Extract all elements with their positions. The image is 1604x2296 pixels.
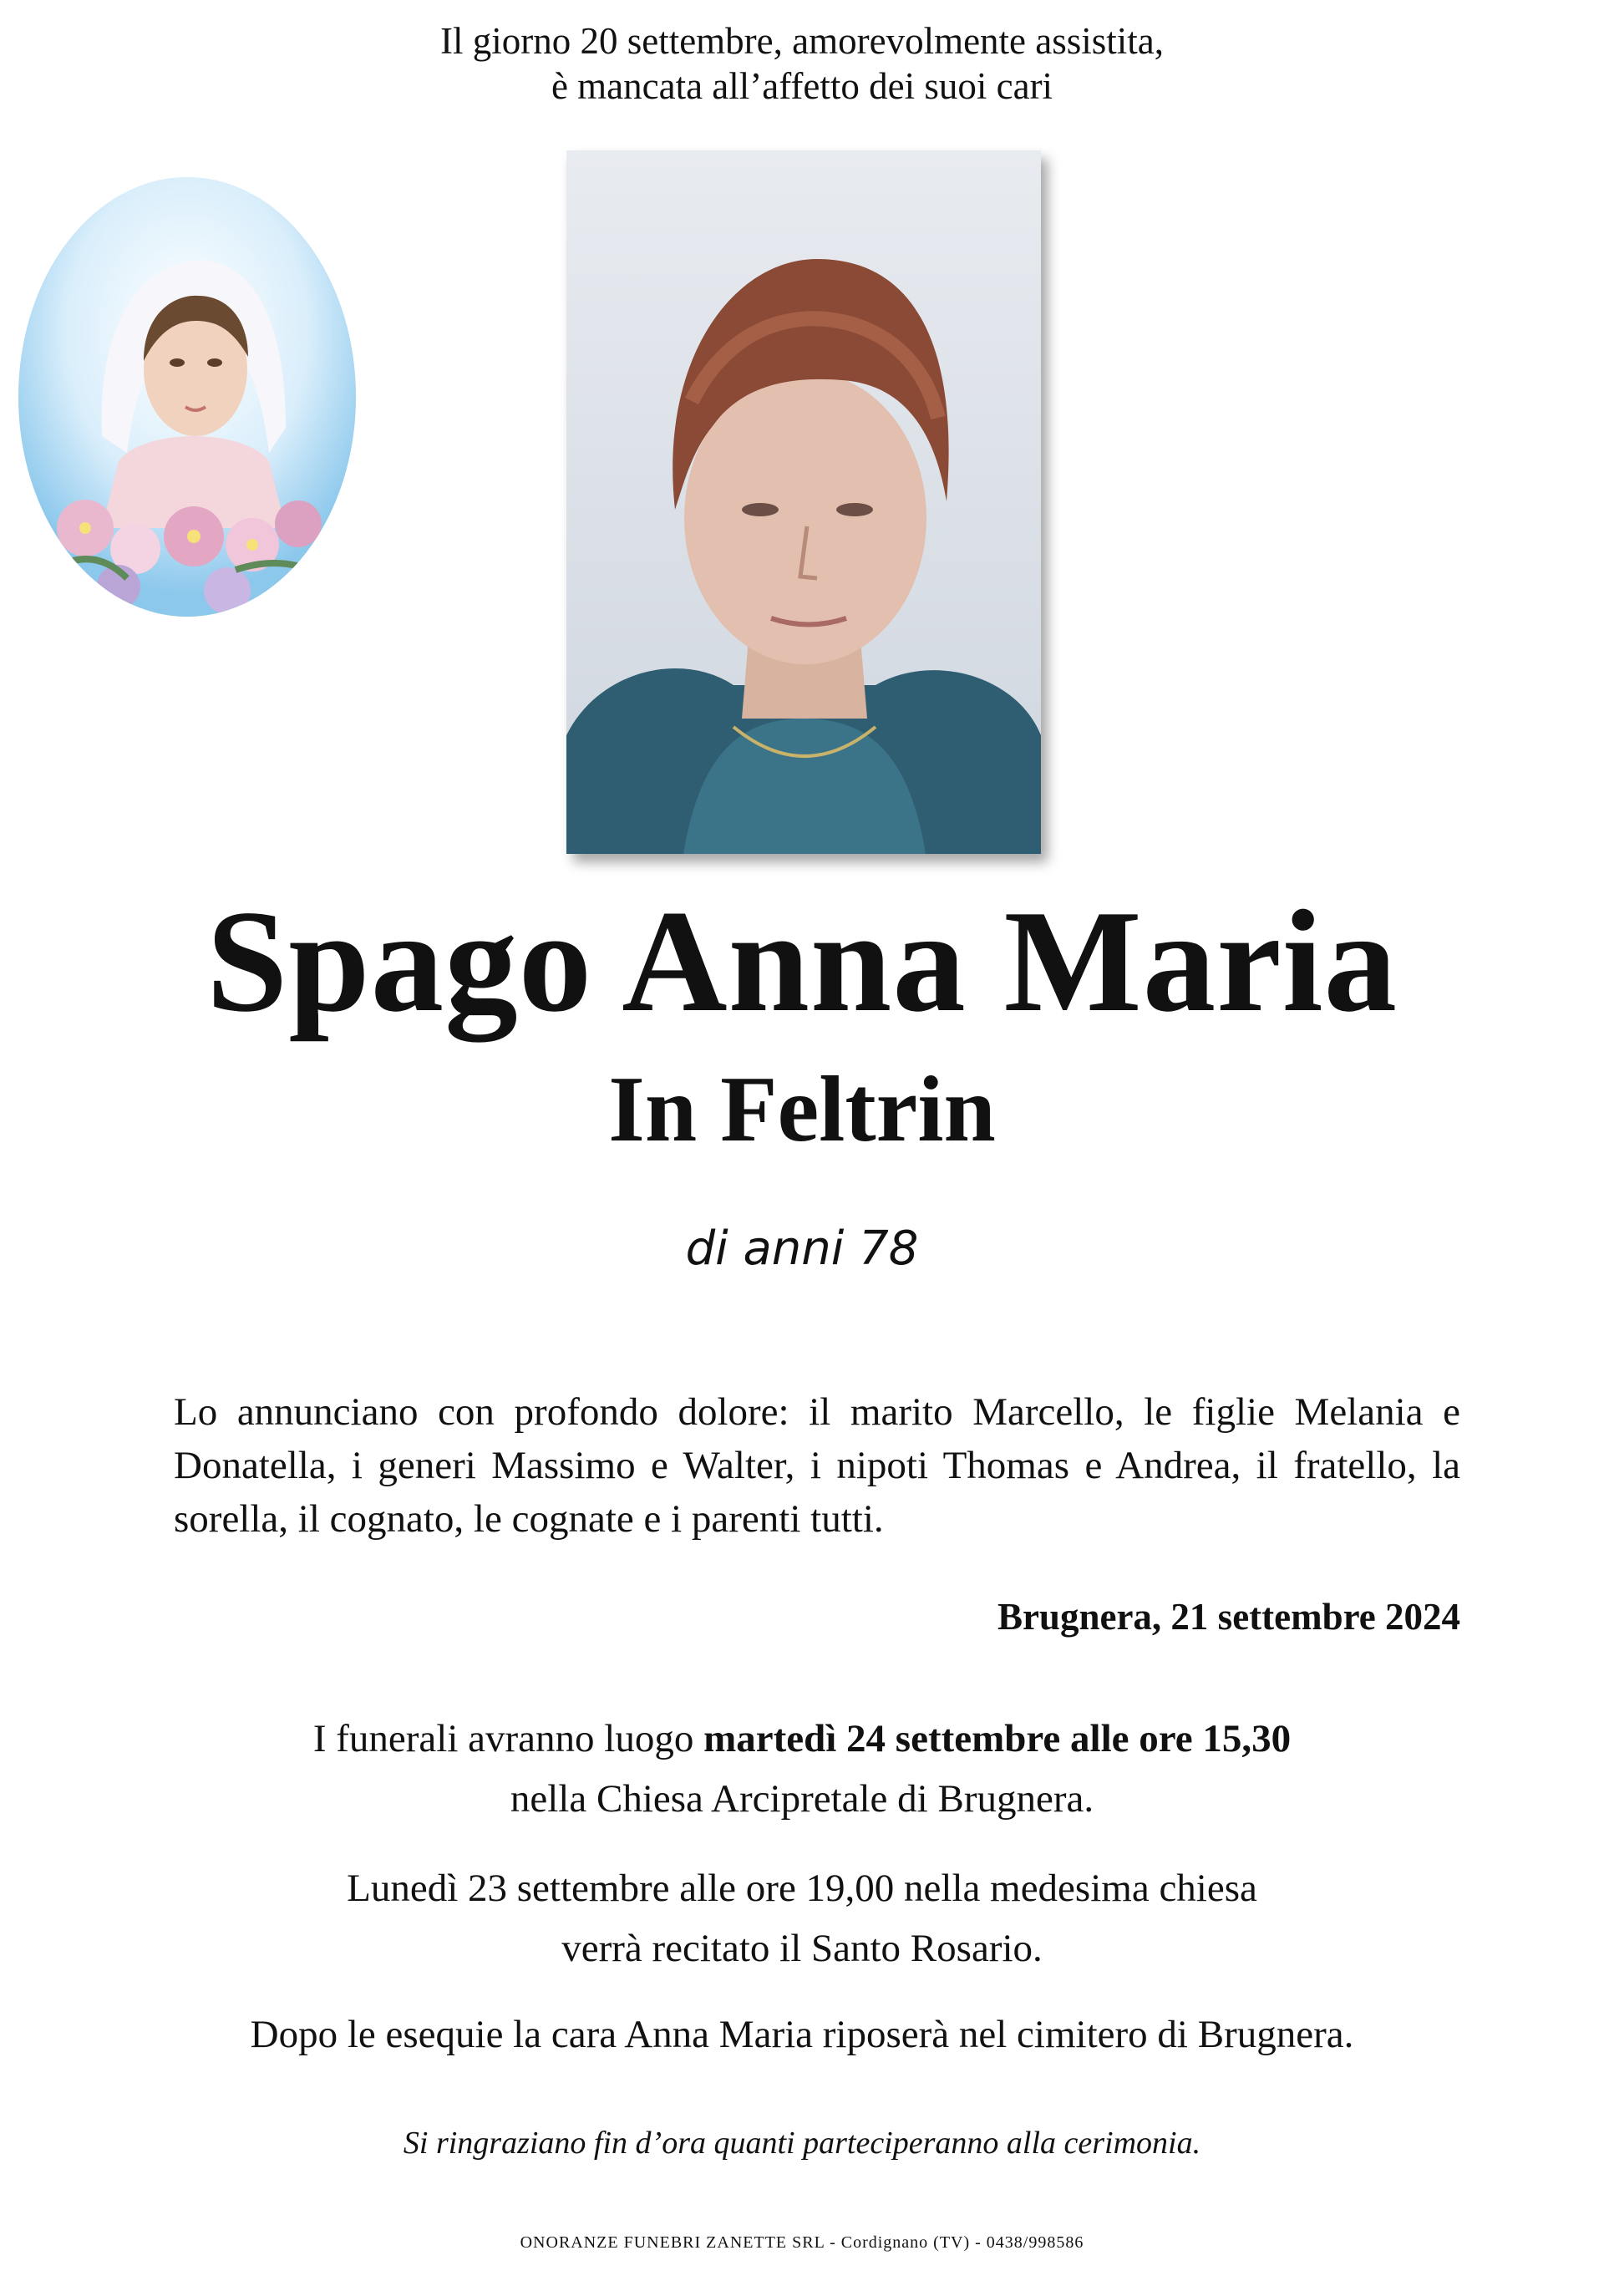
intro-line-2: è mancata all’affetto dei suoi cari (551, 65, 1053, 107)
dateline: Brugnera, 21 settembre 2024 (997, 1596, 1460, 1638)
announcement-text: Lo annunciano con profondo dolore: il marito Marcello, le figlie Melania e Donatella, i generi Massimo e Walter, i nipoti Thomas e Andrea, il fratello, la sorella, il cognato, le cognate e i parenti tutti. (174, 1390, 1460, 1541)
rosary-line-2: verrà recitato il Santo Rosario. (561, 1927, 1043, 1970)
portrait-photo (566, 150, 1041, 854)
thanks-text: Si ringraziano fin d’ora quanti parteciperanno alla cerimonia. (403, 2126, 1201, 2161)
funeral-when: martedì 24 settembre alle ore 15,30 (703, 1717, 1292, 1760)
deceased-name: Spago Anna Maria (206, 880, 1398, 1042)
funeral-prefix: I funerali avranno luogo (312, 1717, 704, 1760)
funeral-place: nella Chiesa Arcipretale di Brugnera. (510, 1777, 1094, 1821)
madonna-image (18, 177, 356, 617)
burial-info: Dopo le esequie la cara Anna Maria riposerà nel cimitero di Brugnera. (250, 2013, 1354, 2056)
rosary-line-1: Lunedì 23 settembre alle ore 19,00 nella medesima chiesa (347, 1867, 1257, 1910)
married-name: In Feltrin (608, 1058, 996, 1161)
funeral-line-1 (0, 1709, 1604, 1769)
intro-text (0, 18, 1604, 109)
intro-line-1: Il giorno 20 settembre, amorevolmente assistita, (439, 20, 1165, 62)
funeral-info (0, 1709, 1604, 1829)
rosary-info (0, 1858, 1604, 1979)
footer-funeral-home: ONORANZE FUNEBRI ZANETTE SRL - Cordignano (TV) - 0438/998586 (520, 2233, 1084, 2252)
deceased-age: di anni 78 (685, 1222, 919, 1276)
